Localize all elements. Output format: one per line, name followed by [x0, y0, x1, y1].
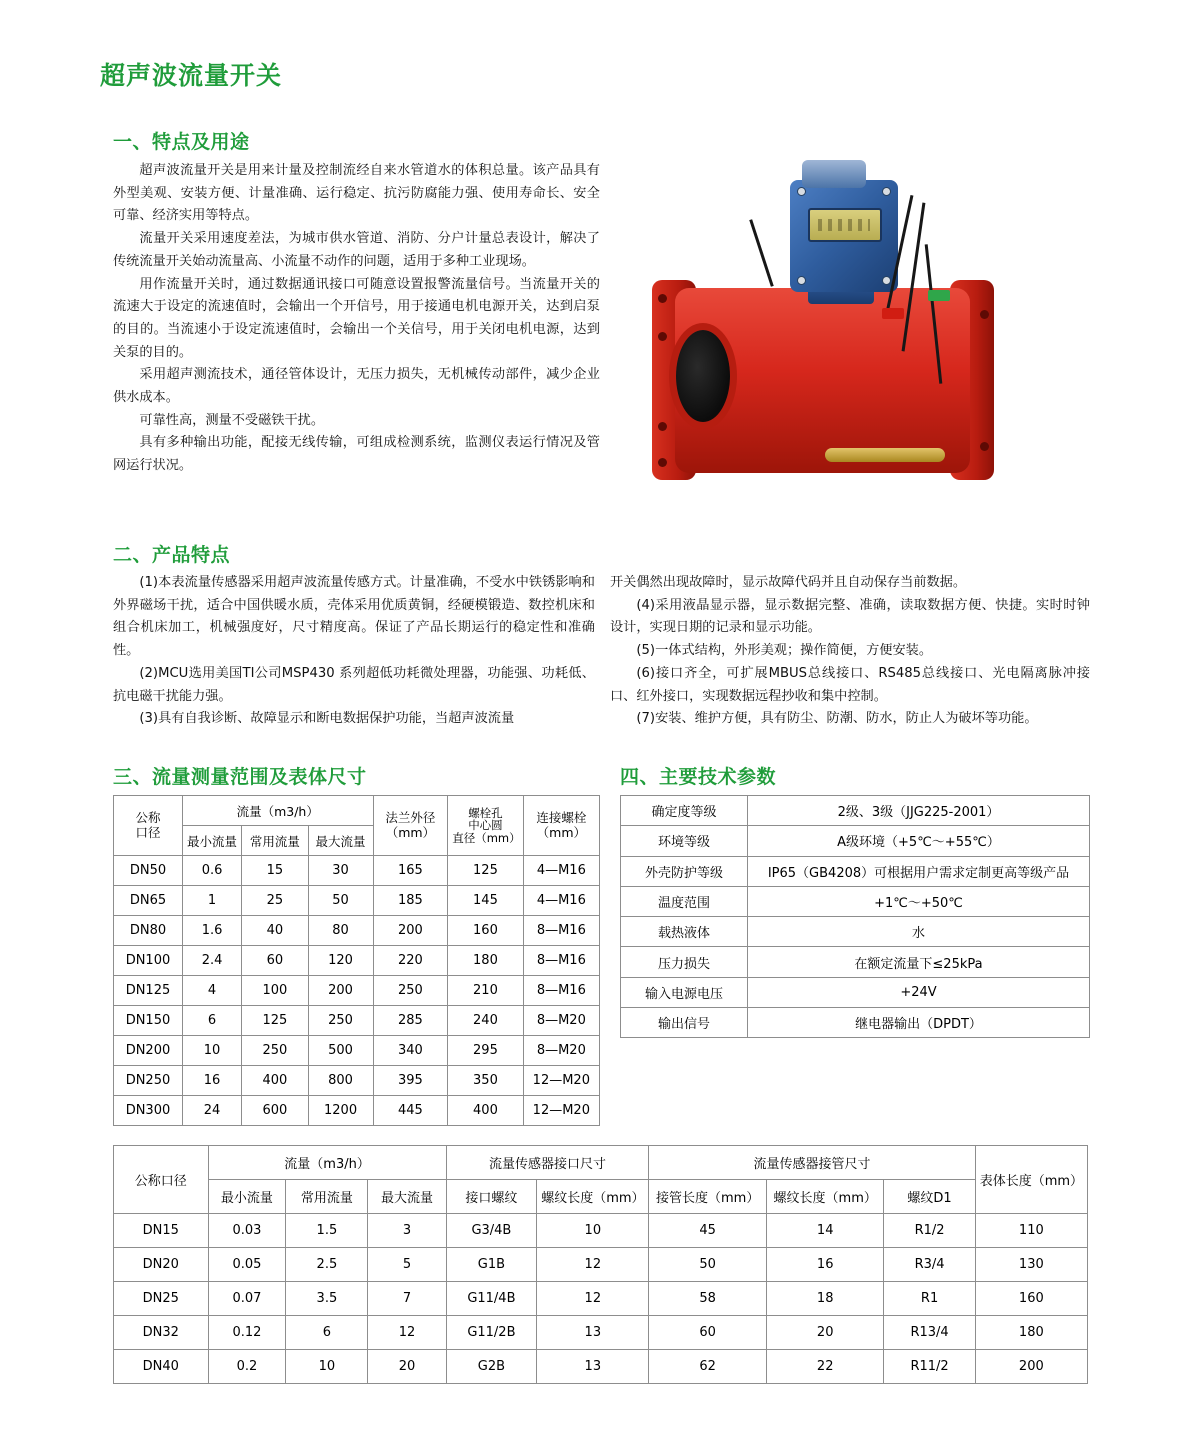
feature-paragraph: (7)安装、维护方便，具有防尘、防潮、防水，防止人为破坏等功能。 — [636, 711, 1038, 727]
cell-flange-od: 165 — [373, 856, 448, 886]
cell-dn: DN100 — [114, 946, 183, 976]
param-value: A级环境（+5℃～+55℃） — [748, 826, 1090, 856]
param-value: 在额定流量下≤25kPa — [748, 947, 1090, 977]
sensor-rod — [825, 448, 945, 462]
cell-max: 500 — [308, 1036, 373, 1066]
cell-thread-d1: R1 — [884, 1282, 975, 1316]
param-label: 环境等级 — [621, 826, 748, 856]
cell-min: 0.2 — [208, 1350, 286, 1384]
cell-flange-od: 285 — [373, 1006, 448, 1036]
header-max-flow: 最大流量 — [368, 1180, 446, 1214]
lcd-display — [808, 208, 882, 242]
features-right-column — [610, 572, 1090, 731]
table-header-row — [114, 796, 600, 826]
cell-max: 20 — [368, 1350, 446, 1384]
cell-max: 12 — [368, 1316, 446, 1350]
cell-bolt: 8—M20 — [523, 1006, 599, 1036]
table-row — [621, 947, 1090, 977]
param-label: 外壳防护等级 — [621, 856, 748, 886]
cell-max: 250 — [308, 1006, 373, 1036]
cell-thread-d1: R11/2 — [884, 1350, 975, 1384]
feature-paragraph: 开关偶然出现故障时，显示故障代码并且自动保存当前数据。 — [610, 575, 967, 590]
cell-normal: 25 — [242, 886, 308, 916]
table-row — [114, 1316, 1088, 1350]
cell-flange-od: 185 — [373, 886, 448, 916]
feature-paragraph: (5)一体式结构，外形美观；操作简便，方便安装。 — [636, 643, 933, 659]
header-flow-group: 流量（m3/h） — [182, 796, 373, 826]
connector-red — [882, 308, 904, 319]
features-left-column — [113, 572, 595, 731]
cell-dn: DN80 — [114, 916, 183, 946]
header-port-size-group: 流量传感器接口尺寸 — [446, 1146, 649, 1180]
cell-body-length: 180 — [975, 1316, 1087, 1350]
section-heading-features-uses: 一、特点及用途 — [113, 131, 250, 153]
header-nominal-diameter: 公称 口径 — [114, 796, 183, 856]
header-max-flow: 最大流量 — [308, 826, 373, 856]
cell-bolt-circle: 240 — [448, 1006, 523, 1036]
cell-min: 4 — [182, 976, 241, 1006]
cell-min: 0.6 — [182, 856, 241, 886]
cell-pipe-thread-length: 22 — [766, 1350, 884, 1384]
intro-paragraph: 采用超声测流技术，通径管体设计，无压力损失，无机械传动部件，减少企业供水成本。 — [113, 367, 600, 406]
cell-pipe-length: 50 — [649, 1248, 767, 1282]
table-sensor-dimensions — [113, 1145, 1088, 1384]
table-row — [621, 977, 1090, 1007]
feature-paragraph: (3)具有自我诊断、故障显示和断电数据保护功能，当超声波流量 — [139, 711, 515, 727]
cell-min: 0.12 — [208, 1316, 286, 1350]
cell-max: 800 — [308, 1066, 373, 1096]
cell-max: 30 — [308, 856, 373, 886]
feature-paragraph: (4)采用液晶显示器，显示数据完整、准确，读取数据方便、快捷。实时时钟设计，实现日期的记录和显示功能。 — [610, 597, 1090, 636]
cell-pipe-thread-length: 18 — [766, 1282, 884, 1316]
cell-port-thread-length: 12 — [537, 1282, 649, 1316]
table-row — [114, 1350, 1088, 1384]
table-header-row — [114, 1146, 1088, 1180]
cell-max: 3 — [368, 1214, 446, 1248]
table-row — [621, 1008, 1090, 1038]
param-label: 输出信号 — [621, 1008, 748, 1038]
param-label: 输入电源电压 — [621, 977, 748, 1007]
cell-normal: 100 — [242, 976, 308, 1006]
cell-port-thread: G11/4B — [446, 1282, 537, 1316]
param-label: 载热液体 — [621, 917, 748, 947]
cell-min: 0.07 — [208, 1282, 286, 1316]
table-row — [114, 1214, 1088, 1248]
cell-pipe-length: 58 — [649, 1282, 767, 1316]
header-thread-d1: 螺纹D1 — [884, 1180, 975, 1214]
param-value: IP65（GB4208）可根据用户需求定制更高等级产品 — [748, 856, 1090, 886]
header-normal-flow: 常用流量 — [242, 826, 308, 856]
cell-bolt: 12—M20 — [523, 1096, 599, 1126]
header-port-thread: 接口螺纹 — [446, 1180, 537, 1214]
table-row — [621, 886, 1090, 916]
cell-body-length: 200 — [975, 1350, 1087, 1384]
cell-bolt-circle: 180 — [448, 946, 523, 976]
header-pipe-length: 接管长度（mm） — [649, 1180, 767, 1214]
param-value: +24V — [748, 977, 1090, 1007]
table-row — [114, 916, 600, 946]
header-body-length: 表体长度（mm） — [975, 1146, 1087, 1214]
cell-pipe-length: 60 — [649, 1316, 767, 1350]
cell-max: 200 — [308, 976, 373, 1006]
cell-dn: DN125 — [114, 976, 183, 1006]
cell-dn: DN25 — [114, 1282, 209, 1316]
cell-port-thread-length: 10 — [537, 1214, 649, 1248]
cell-port-thread: G1B — [446, 1248, 537, 1282]
header-nominal-diameter: 公称口径 — [114, 1146, 209, 1214]
cell-min: 16 — [182, 1066, 241, 1096]
cell-pipe-thread-length: 16 — [766, 1248, 884, 1282]
param-value: +1℃～+50℃ — [748, 886, 1090, 916]
cell-min: 2.4 — [182, 946, 241, 976]
cell-min: 0.05 — [208, 1248, 286, 1282]
cell-dn: DN250 — [114, 1066, 183, 1096]
table-row — [114, 1096, 600, 1126]
cell-port-thread-length: 13 — [537, 1316, 649, 1350]
cell-min: 0.03 — [208, 1214, 286, 1248]
cell-normal: 10 — [286, 1350, 368, 1384]
cell-port-thread: G2B — [446, 1350, 537, 1384]
header-normal-flow: 常用流量 — [286, 1180, 368, 1214]
cell-pipe-thread-length: 20 — [766, 1316, 884, 1350]
table-flow-range-sizes — [113, 795, 600, 1126]
cell-min: 6 — [182, 1006, 241, 1036]
table-row — [114, 1066, 600, 1096]
cell-normal: 2.5 — [286, 1248, 368, 1282]
cell-bolt-circle: 125 — [448, 856, 523, 886]
cell-port-thread: G3/4B — [446, 1214, 537, 1248]
table-row — [114, 886, 600, 916]
table-row — [621, 826, 1090, 856]
cell-body-length: 110 — [975, 1214, 1087, 1248]
cell-bolt: 4—M16 — [523, 886, 599, 916]
header-port-thread-length: 螺纹长度（mm） — [537, 1180, 649, 1214]
cell-normal: 3.5 — [286, 1282, 368, 1316]
cell-normal: 6 — [286, 1316, 368, 1350]
housing-cap — [802, 160, 866, 188]
intro-paragraphs — [113, 160, 600, 478]
cell-min: 1 — [182, 886, 241, 916]
cell-normal: 40 — [242, 916, 308, 946]
cell-bolt-circle: 350 — [448, 1066, 523, 1096]
cell-bolt: 12—M20 — [523, 1066, 599, 1096]
table-row — [114, 1248, 1088, 1282]
cell-bolt: 4—M16 — [523, 856, 599, 886]
cell-normal: 125 — [242, 1006, 308, 1036]
param-value: 2级、3级（JJG225-2001） — [748, 796, 1090, 826]
cell-normal: 600 — [242, 1096, 308, 1126]
section-heading-tech-params: 四、主要技术参数 — [620, 766, 777, 788]
cell-flange-od: 445 — [373, 1096, 448, 1126]
cell-normal: 1.5 — [286, 1214, 368, 1248]
intro-paragraph: 可靠性高，测量不受磁铁干扰。 — [139, 412, 325, 428]
table-row — [114, 1282, 1088, 1316]
cell-pipe-length: 62 — [649, 1350, 767, 1384]
cell-thread-d1: R1/2 — [884, 1214, 975, 1248]
cell-flange-od: 220 — [373, 946, 448, 976]
cell-dn: DN15 — [114, 1214, 209, 1248]
cell-flange-od: 340 — [373, 1036, 448, 1066]
param-label: 压力损失 — [621, 947, 748, 977]
param-value: 继电器输出（DPDT） — [748, 1008, 1090, 1038]
cell-dn: DN300 — [114, 1096, 183, 1126]
cell-min: 10 — [182, 1036, 241, 1066]
cell-bolt-circle: 145 — [448, 886, 523, 916]
product-photo — [640, 148, 1100, 528]
connector-green — [928, 290, 950, 301]
feature-paragraph: (6)接口齐全，可扩展MBUS总线接口、RS485总线接口、光电隔离脉冲接口、红外接口，实现数据远程抄收和集中控制。 — [610, 665, 1090, 704]
cell-thread-d1: R3/4 — [884, 1248, 975, 1282]
table-row — [114, 856, 600, 886]
page-title: 超声波流量开关 — [100, 61, 283, 90]
cell-bolt-circle: 160 — [448, 916, 523, 946]
header-min-flow: 最小流量 — [208, 1180, 286, 1214]
section-heading-flow-range: 三、流量测量范围及表体尺寸 — [113, 766, 367, 788]
table-row — [114, 976, 600, 1006]
cell-bolt-circle: 210 — [448, 976, 523, 1006]
header-pipe-size-group: 流量传感器接管尺寸 — [649, 1146, 975, 1180]
cell-pipe-length: 45 — [649, 1214, 767, 1248]
intro-paragraph: 流量开关采用速度差法，为城市供水管道、消防、分户计量总表设计，解决了传统流量开关始动流量高、小流量不动作的问题，适用于多种工业现场。 — [113, 231, 600, 269]
cell-normal: 15 — [242, 856, 308, 886]
cell-port-thread-length: 12 — [537, 1248, 649, 1282]
table-row — [114, 1036, 600, 1066]
cell-flange-od: 250 — [373, 976, 448, 1006]
cell-normal: 400 — [242, 1066, 308, 1096]
table-row — [114, 946, 600, 976]
cell-pipe-thread-length: 14 — [766, 1214, 884, 1248]
intro-paragraph: 超声波流量开关是用来计量及控制流经自来水管道水的体积总量。该产品具有外型美观、安装方便、计量准确、运行稳定、抗污防腐能力强、使用寿命长、安全可靠、经济实用等特点。 — [113, 163, 600, 224]
cell-max: 7 — [368, 1282, 446, 1316]
cell-dn: DN32 — [114, 1316, 209, 1350]
cell-bolt: 8—M20 — [523, 1036, 599, 1066]
cell-dn: DN20 — [114, 1248, 209, 1282]
cell-body-length: 160 — [975, 1282, 1087, 1316]
table-row — [114, 1006, 600, 1036]
cell-dn: DN65 — [114, 886, 183, 916]
cell-normal: 60 — [242, 946, 308, 976]
table-subheader-row — [114, 1180, 1088, 1214]
cell-bolt: 8—M16 — [523, 946, 599, 976]
cell-bolt-circle: 295 — [448, 1036, 523, 1066]
cell-dn: DN200 — [114, 1036, 183, 1066]
header-pipe-thread-length: 螺纹长度（mm） — [766, 1180, 884, 1214]
pipe-bore — [676, 330, 730, 422]
cell-bolt: 8—M16 — [523, 916, 599, 946]
cell-port-thread: G11/2B — [446, 1316, 537, 1350]
section-heading-product-features: 二、产品特点 — [113, 544, 231, 566]
header-bolt-circle: 螺栓孔 中心圆 直径（mm） — [448, 796, 523, 856]
cell-min: 24 — [182, 1096, 241, 1126]
cell-dn: DN50 — [114, 856, 183, 886]
cell-bolt: 8—M16 — [523, 976, 599, 1006]
header-flow-group: 流量（m3/h） — [208, 1146, 446, 1180]
table-row — [621, 856, 1090, 886]
table-technical-parameters — [620, 795, 1090, 1038]
feature-paragraph: (2)MCU选用美国TI公司MSP430 系列超低功耗微处理器，功能强、功耗低、抗电磁干扰能力强。 — [113, 665, 595, 704]
header-flange-od: 法兰外径 （mm） — [373, 796, 448, 856]
table-row — [621, 917, 1090, 947]
cell-thread-d1: R13/4 — [884, 1316, 975, 1350]
intro-paragraph: 具有多种输出功能，配接无线传输，可组成检测系统，监测仪表运行情况及管网运行状况。 — [113, 435, 600, 474]
feature-paragraph: (1)本表流量传感器采用超声波流量传感方式。计量准确，不受水中铁锈影响和外界磁场干扰，适合中国供暖水质，壳体采用优质黄铜，经硬模锻造、数控机床和组合机床加工，机械强度好，尺寸精度高。保证了产品长期运行的稳定性和准确性。 — [113, 575, 595, 659]
param-label: 温度范围 — [621, 886, 748, 916]
cell-max: 5 — [368, 1248, 446, 1282]
header-connecting-bolt: 连接螺栓 （mm） — [523, 796, 599, 856]
cell-port-thread-length: 13 — [537, 1350, 649, 1384]
cell-max: 80 — [308, 916, 373, 946]
param-label: 确定度等级 — [621, 796, 748, 826]
cell-max: 1200 — [308, 1096, 373, 1126]
table-row — [621, 796, 1090, 826]
intro-paragraph: 用作流量开关时，通过数据通讯接口可随意设置报警流量信号。当流量开关的流速大于设定的流速值时，会输出一个开信号，用于接通电机电源开关，达到启泵的目的。当流速小于设定流速值时，会输出一个关信号，用于关闭电机电源，达到关泵的目的。 — [113, 276, 600, 360]
cell-max: 50 — [308, 886, 373, 916]
cable-4 — [749, 219, 773, 287]
cell-normal: 250 — [242, 1036, 308, 1066]
header-min-flow: 最小流量 — [182, 826, 241, 856]
cell-flange-od: 395 — [373, 1066, 448, 1096]
cell-dn: DN40 — [114, 1350, 209, 1384]
cell-flange-od: 200 — [373, 916, 448, 946]
cell-max: 120 — [308, 946, 373, 976]
cell-dn: DN150 — [114, 1006, 183, 1036]
cell-min: 1.6 — [182, 916, 241, 946]
param-value: 水 — [748, 917, 1090, 947]
cell-body-length: 130 — [975, 1248, 1087, 1282]
cell-bolt-circle: 400 — [448, 1096, 523, 1126]
